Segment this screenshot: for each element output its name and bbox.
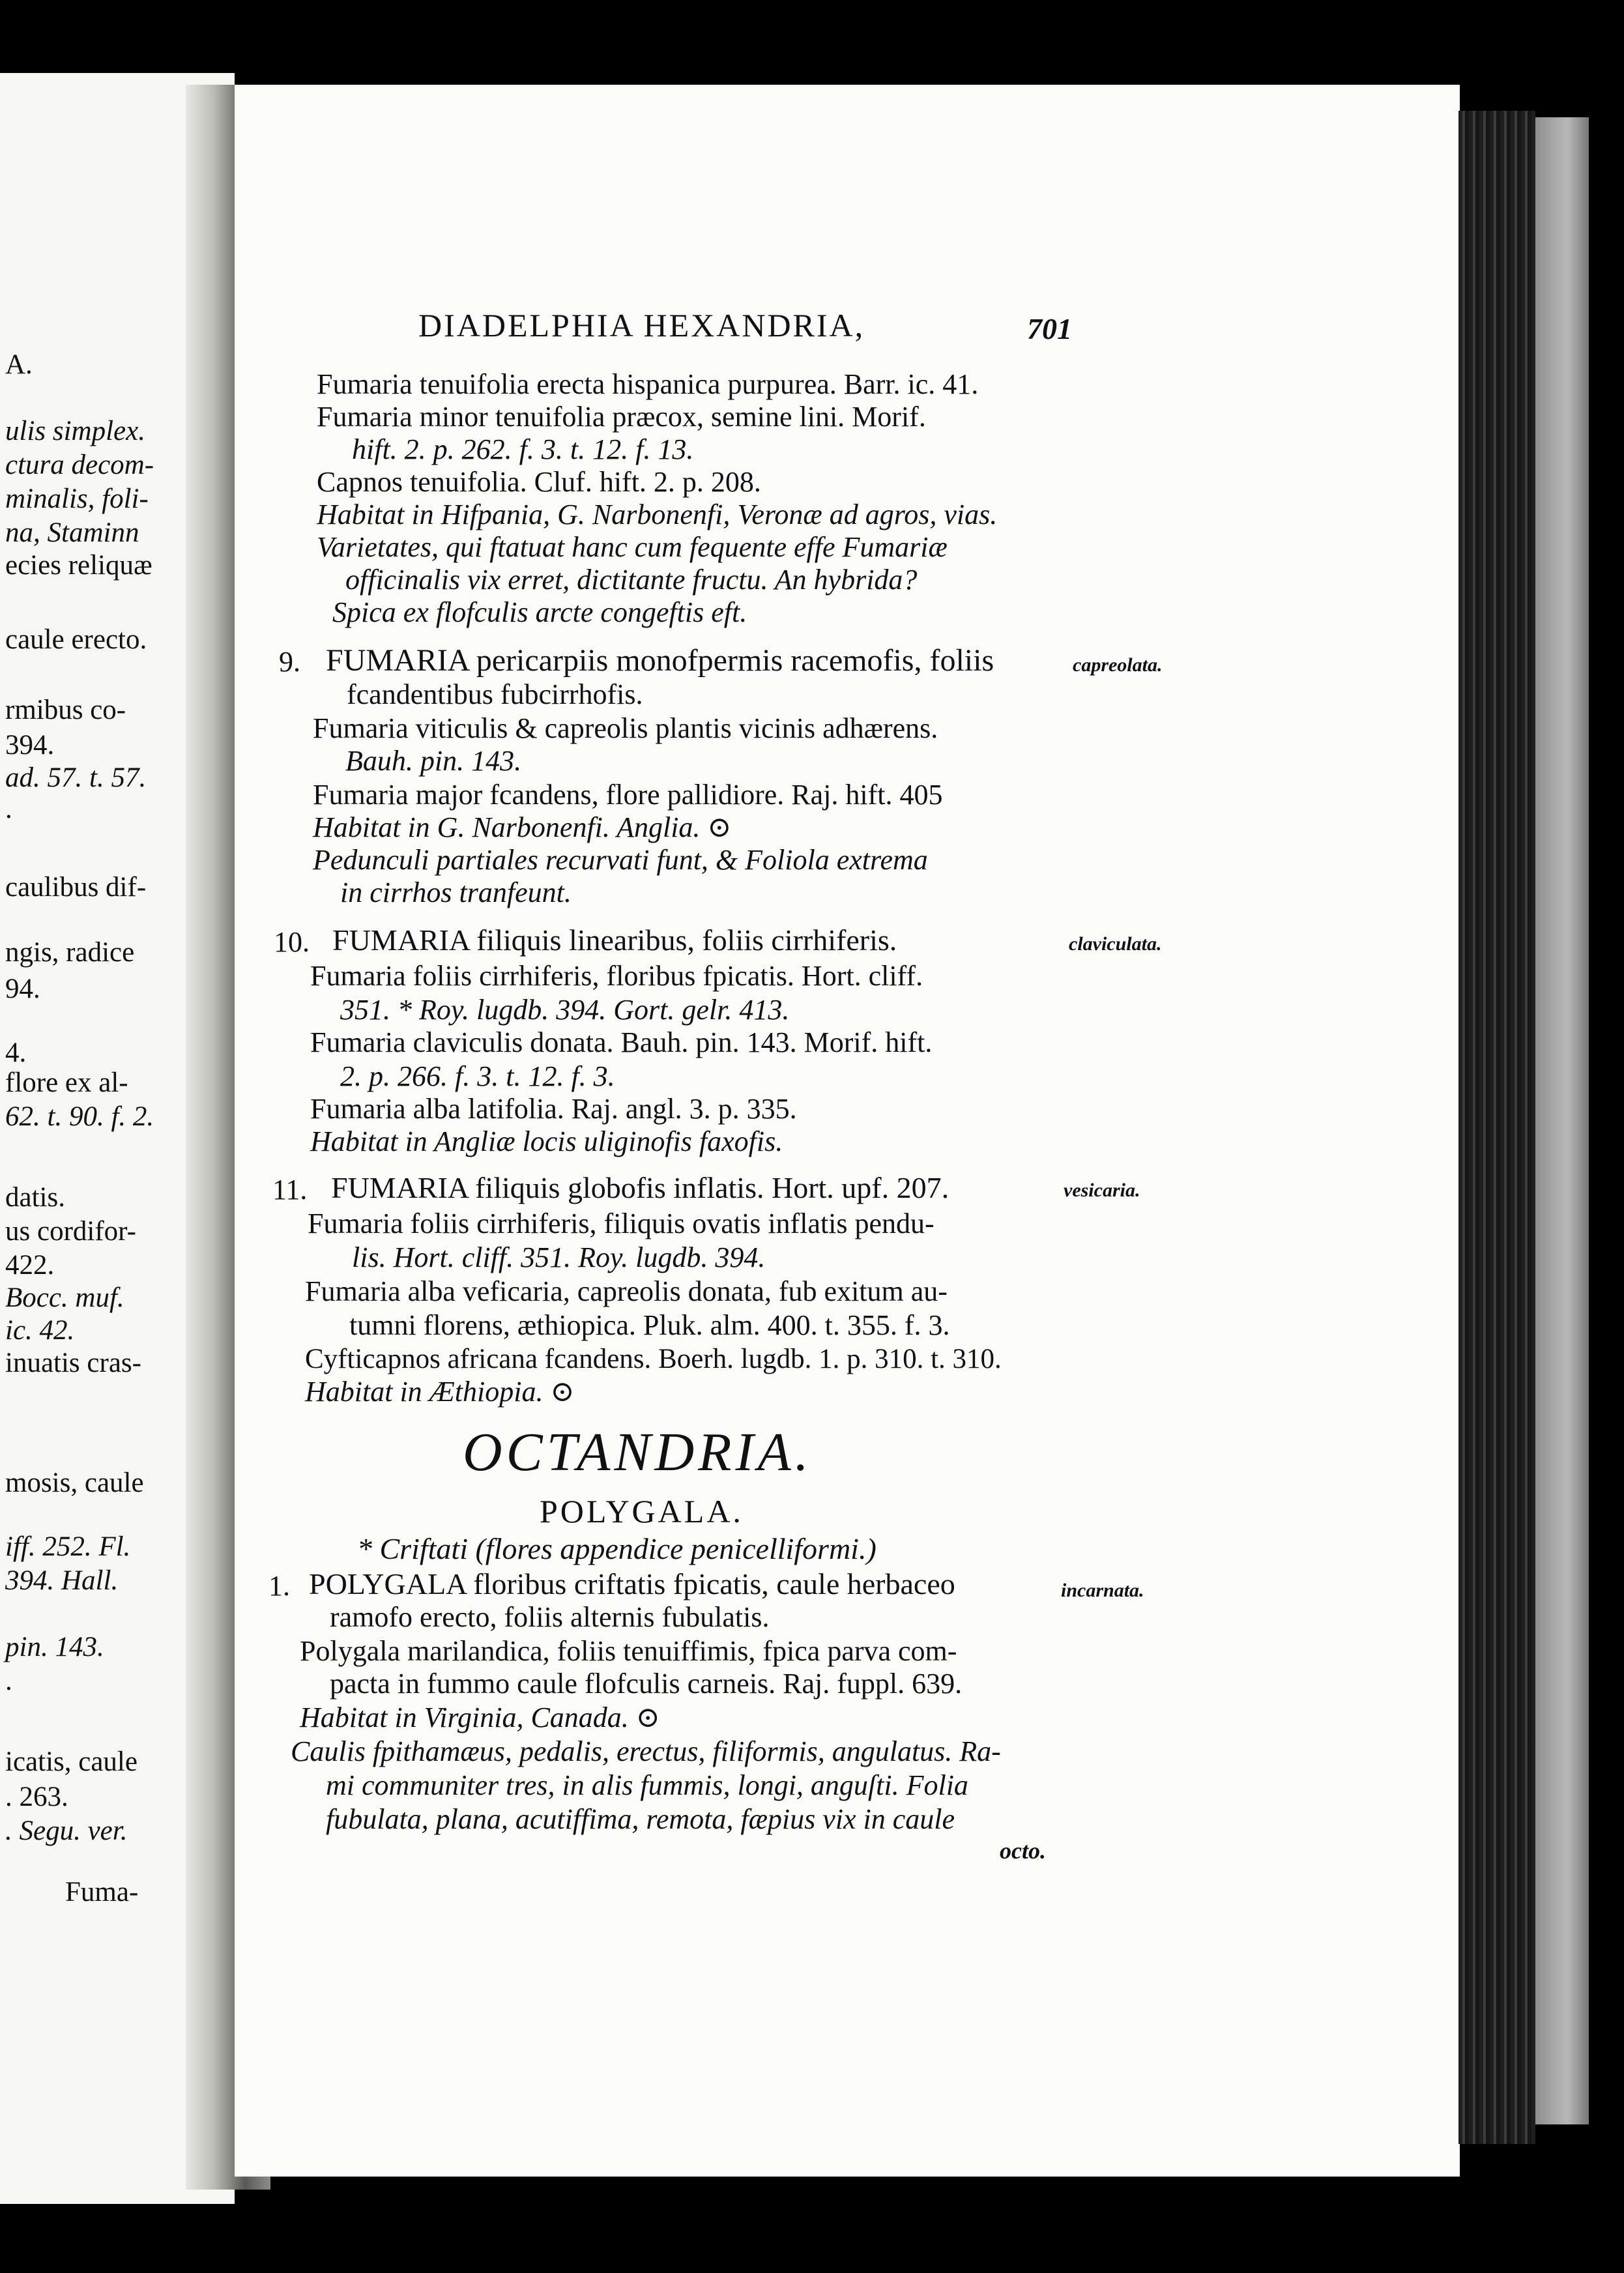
section-title: OCTANDRIA. bbox=[463, 1422, 813, 1483]
entry-line: Fumaria alba latifolia. Raj. angl. 3. p. 335. bbox=[310, 1093, 797, 1125]
entry-heading: POLYGALA floribus criftatis fpicatis, caule herbaceo bbox=[309, 1567, 955, 1600]
left-page-fragment: ctura decom- bbox=[5, 450, 154, 480]
left-page-fragment: 394. Hall. bbox=[5, 1565, 119, 1596]
entry-heading: FUMARIA filiquis linearibus, foliis cirrhiferis. bbox=[332, 923, 897, 957]
entry-line: lis. Hort. cliff. 351. Roy. lugdb. 394. bbox=[352, 1241, 766, 1273]
entry-line: Fumaria viticulis & capreolis plantis vicinis adhærens. bbox=[313, 712, 938, 744]
left-page-fragment: minalis, foli- bbox=[5, 484, 149, 514]
book-cover bbox=[1535, 117, 1589, 2124]
left-page-fragment: . bbox=[5, 1666, 12, 1696]
entry-line: mi communiter tres, in alis fummis, longi, anguſti. Folia bbox=[326, 1769, 968, 1801]
entry-line: 2. p. 266. f. 3. t. 12. f. 3. bbox=[340, 1060, 615, 1092]
subdivision-heading: * Criftati (flores appendice penicelliformi.) bbox=[357, 1532, 877, 1565]
left-page-fragment: icatis, caule bbox=[5, 1746, 138, 1777]
species-margin-name: incarnata. bbox=[1061, 1580, 1144, 1601]
entry-number: 9. bbox=[279, 646, 300, 678]
entry-line: Fumaria foliis cirrhiferis, floribus fpicatis. Hort. cliff. bbox=[310, 960, 923, 992]
entry-line: officinalis vix erret, dictitante fructu. An hybrida? bbox=[345, 564, 918, 596]
left-page-fragment: . 263. bbox=[5, 1782, 68, 1812]
entry-number: 1. bbox=[268, 1570, 290, 1602]
running-head: DIADELPHIA HEXANDRIA, bbox=[418, 307, 865, 343]
left-page-fragment: na, Staminn bbox=[5, 517, 139, 548]
left-page-fragment: . Segu. ver. bbox=[5, 1816, 128, 1846]
entry-line: Fumaria alba veficaria, capreolis donata, fub exitum au- bbox=[305, 1275, 948, 1307]
entry-line: in cirrhos tranfeunt. bbox=[340, 876, 572, 908]
left-page-fragment: Bocc. muf. bbox=[5, 1282, 124, 1313]
catchword: octo. bbox=[1000, 1838, 1046, 1864]
left-page-fragment: ngis, radice bbox=[5, 937, 135, 968]
left-page-catchword: Fuma- bbox=[65, 1877, 139, 1907]
entry-line: Habitat in Virginia, Canada. ⊙ bbox=[300, 1701, 660, 1733]
entry-line: fcandentibus fubcirrhofis. bbox=[347, 678, 643, 710]
left-page-fragment: 394. bbox=[5, 730, 55, 760]
species-margin-name: capreolata. bbox=[1073, 654, 1163, 676]
genus-title: POLYGALA. bbox=[540, 1493, 744, 1529]
entry-line: Fumaria tenuifolia erecta hispanica purpurea. Barr. ic. 41. bbox=[317, 368, 979, 400]
entry-line: Polygala marilandica, foliis tenuiffimis, fpica parva com- bbox=[300, 1635, 957, 1667]
left-page-fragment: caulibus dif- bbox=[5, 872, 147, 903]
entry-line: Habitat in Æthiopia. ⊙ bbox=[305, 1376, 575, 1408]
left-page-fragment: inuatis cras- bbox=[5, 1348, 141, 1378]
entry-line: Habitat in G. Narbonenfi. Anglia. ⊙ bbox=[313, 811, 732, 843]
left-page-fragment: caule erecto. bbox=[5, 624, 147, 655]
left-page-fragment: mosis, caule bbox=[5, 1468, 144, 1498]
left-page-fragment: iff. 252. Fl. bbox=[5, 1531, 131, 1562]
entry-line: Fumaria foliis cirrhiferis, filiquis ovatis inflatis pendu- bbox=[308, 1208, 935, 1239]
left-page-fragment: ic. 42. bbox=[5, 1315, 75, 1346]
entry-line: Fumaria claviculis donata. Bauh. pin. 143. Morif. hift. bbox=[310, 1026, 933, 1058]
page-edges bbox=[1458, 111, 1535, 2144]
page-number: 701 bbox=[1027, 312, 1072, 345]
entry-line: Caulis fpithamæus, pedalis, erectus, filiformis, angulatus. Ra- bbox=[291, 1735, 1001, 1767]
entry-line: 351. * Roy. lugdb. 394. Gort. gelr. 413. bbox=[340, 994, 790, 1026]
left-page-fragment: ad. 57. t. 57. bbox=[5, 762, 147, 793]
entry-heading: FUMARIA filiquis globofis inflatis. Hort. upf. 207. bbox=[331, 1171, 950, 1204]
left-page-fragment: ulis simplex. bbox=[5, 416, 145, 446]
left-page-fragment: ecies reliquæ bbox=[5, 550, 152, 581]
left-page-fragment: 94. bbox=[5, 974, 40, 1004]
entry-line: fubulata, plana, acutiffima, remota, fæpius vix in caule bbox=[326, 1803, 955, 1835]
left-page-fragment: . bbox=[5, 794, 12, 824]
entry-number: 11. bbox=[272, 1174, 308, 1206]
entry-line: Fumaria minor tenuifolia præcox, semine lini. Morif. bbox=[317, 401, 926, 433]
entry-line: Pedunculi partiales recurvati funt, & Foliola extrema bbox=[313, 844, 928, 876]
entry-heading: FUMARIA pericarpiis monofpermis racemofis, foliis bbox=[326, 643, 994, 678]
left-page-fragment: pin. 143. bbox=[5, 1632, 104, 1662]
entry-line: Habitat in Angliæ locis uliginofis faxofis. bbox=[310, 1125, 783, 1157]
left-page-fragment: us cordifor- bbox=[5, 1216, 136, 1247]
species-margin-name: claviculata. bbox=[1069, 933, 1162, 955]
entry-line: Bauh. pin. 143. bbox=[345, 745, 522, 777]
left-page-fragment: 422. bbox=[5, 1250, 55, 1281]
entry-line: ramofo erecto, foliis alternis fubulatis. bbox=[330, 1601, 770, 1633]
entry-line: Spica ex flofculis arcte congeftis eft. bbox=[332, 596, 747, 628]
entry-line: Fumaria major fcandens, flore pallidiore. Raj. hift. 405 bbox=[313, 779, 943, 811]
entry-number: 10. bbox=[274, 926, 310, 958]
left-page-fragment: rmibus co- bbox=[5, 695, 126, 725]
entry-line: tumni florens, æthiopica. Pluk. alm. 400. t. 355. f. 3. bbox=[349, 1309, 950, 1341]
entry-line: Varietates, qui ftatuat hanc cum fequente effe Fumariæ bbox=[317, 531, 948, 563]
entry-line: Capnos tenuifolia. Cluf. hift. 2. p. 208. bbox=[317, 466, 761, 498]
entry-line: Cyfticapnos africana fcandens. Boerh. lugdb. 1. p. 310. t. 310. bbox=[305, 1344, 1002, 1374]
left-page-fragment: flore ex al- bbox=[5, 1067, 128, 1098]
entry-line: hift. 2. p. 262. f. 3. t. 12. f. 13. bbox=[352, 433, 694, 465]
left-page-fragment: datis. bbox=[5, 1182, 65, 1213]
left-page-fragment: A. bbox=[5, 349, 33, 380]
entry-line: pacta in fummo caule flofculis carneis. Raj. fuppl. 639. bbox=[330, 1668, 963, 1700]
species-margin-name: vesicaria. bbox=[1064, 1180, 1140, 1201]
left-page-fragment: 4. bbox=[5, 1037, 27, 1068]
entry-line: Habitat in Hifpania, G. Narbonenfi, Veronæ ad agros, vias. bbox=[317, 499, 998, 530]
left-page-fragment: 62. t. 90. f. 2. bbox=[5, 1101, 154, 1132]
